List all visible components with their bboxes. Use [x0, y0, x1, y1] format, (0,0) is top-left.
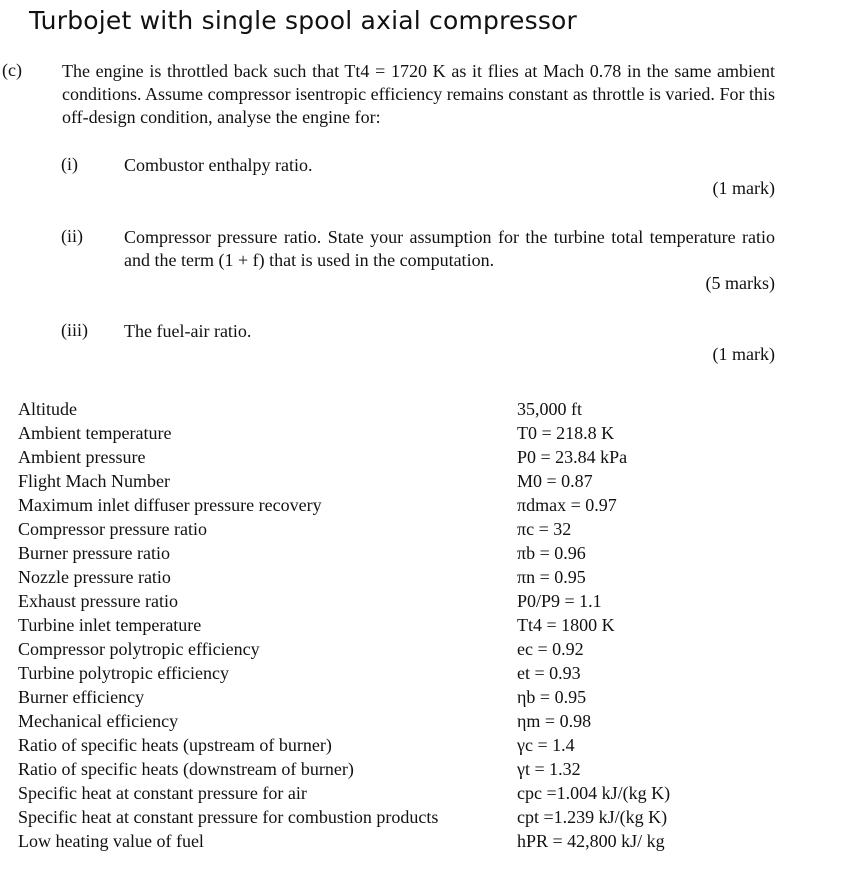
parameter-label: Maximum inlet diffuser pressure recovery — [18, 495, 322, 515]
parameter-value: γc = 1.4 — [517, 735, 575, 755]
question-text: The engine is throttled back such that Tt4 = 1720 K as it flies at Mach 0.78 in the same ambient conditions. Assume compressor isentropic efficiency remains constant as throttle is varied. For this off-design condition, analyse the engine for: — [62, 61, 775, 127]
parameter-value: et = 0.93 — [517, 663, 581, 683]
parameter-value: γt = 1.32 — [517, 759, 581, 779]
table-row — [18, 519, 718, 543]
parameter-label: Flight Mach Number — [18, 471, 170, 491]
parameter-value: cpc =1.004 kJ/(kg K) — [517, 783, 671, 803]
table-row — [18, 471, 718, 495]
table-row — [18, 807, 718, 831]
part-label: (iii) — [61, 320, 88, 340]
parameter-value: πc = 32 — [517, 519, 572, 539]
parameter-label: Burner pressure ratio — [18, 543, 170, 563]
part-text: The fuel-air ratio. — [124, 321, 252, 341]
table-row — [18, 567, 718, 591]
parameter-value: πn = 0.95 — [517, 567, 586, 587]
table-row — [18, 495, 718, 519]
parameter-label: Specific heat at constant pressure for air — [18, 783, 307, 803]
table-row — [18, 423, 718, 447]
table-row — [18, 663, 718, 687]
page-title: Turbojet with single spool axial compressor — [29, 6, 578, 35]
parameter-label: Altitude — [18, 399, 77, 419]
parameter-label: Turbine polytropic efficiency — [18, 663, 229, 683]
parameter-value: Tt4 = 1800 K — [517, 615, 615, 635]
parameter-label: Exhaust pressure ratio — [18, 591, 178, 611]
parameter-value: 35,000 ft — [517, 399, 582, 419]
table-row — [18, 783, 718, 807]
table-row — [18, 591, 718, 615]
question-label: (c) — [2, 60, 22, 80]
parameter-value: ec = 0.92 — [517, 639, 584, 659]
part-label: (i) — [61, 154, 78, 174]
table-row — [18, 447, 718, 471]
parameter-value: πb = 0.96 — [517, 543, 586, 563]
parameter-value: cpt =1.239 kJ/(kg K) — [517, 807, 668, 827]
table-row — [18, 735, 718, 759]
parameter-label: Ratio of specific heats (upstream of burner) — [18, 735, 332, 755]
parameter-value: P0 = 23.84 kPa — [517, 447, 628, 467]
table-row — [18, 687, 718, 711]
parameter-label: Ratio of specific heats (downstream of burner) — [18, 759, 354, 779]
part-marks: (5 marks) — [705, 273, 775, 293]
parameter-value: M0 = 0.87 — [517, 471, 593, 491]
parameter-value: hPR = 42,800 kJ/ kg — [517, 831, 665, 851]
parameter-label: Specific heat at constant pressure for combustion products — [18, 807, 439, 827]
parameter-value: ηm = 0.98 — [517, 711, 592, 731]
parameter-label: Nozzle pressure ratio — [18, 567, 171, 587]
part-label: (ii) — [61, 226, 83, 246]
table-row — [18, 639, 718, 663]
parameter-label: Compressor polytropic efficiency — [18, 639, 260, 659]
table-row — [18, 831, 718, 855]
table-row — [18, 759, 718, 783]
table-row — [18, 615, 718, 639]
parameter-value: ηb = 0.95 — [517, 687, 587, 707]
parameter-label: Ambient temperature — [18, 423, 172, 443]
parameter-label: Turbine inlet temperature — [18, 615, 202, 635]
parameter-label: Ambient pressure — [18, 447, 146, 467]
parameter-value: πdmax = 0.97 — [517, 495, 617, 515]
part-marks: (1 mark) — [712, 178, 775, 198]
parameter-value: P0/P9 = 1.1 — [517, 591, 602, 611]
table-row — [18, 543, 718, 567]
part-marks: (1 mark) — [712, 344, 775, 364]
parameter-label: Compressor pressure ratio — [18, 519, 207, 539]
parameter-label: Mechanical efficiency — [18, 711, 179, 731]
parameter-value: T0 = 218.8 K — [517, 423, 615, 443]
part-text: Compressor pressure ratio. State your assumption for the turbine total temperature ratio and the term (1 + f) that is used in the computation. — [124, 227, 775, 270]
table-row — [18, 711, 718, 735]
part-text: Combustor enthalpy ratio. — [124, 155, 313, 175]
parameter-label: Low heating value of fuel — [18, 831, 204, 851]
parameter-label: Burner efficiency — [18, 687, 145, 707]
table-row — [18, 399, 718, 423]
